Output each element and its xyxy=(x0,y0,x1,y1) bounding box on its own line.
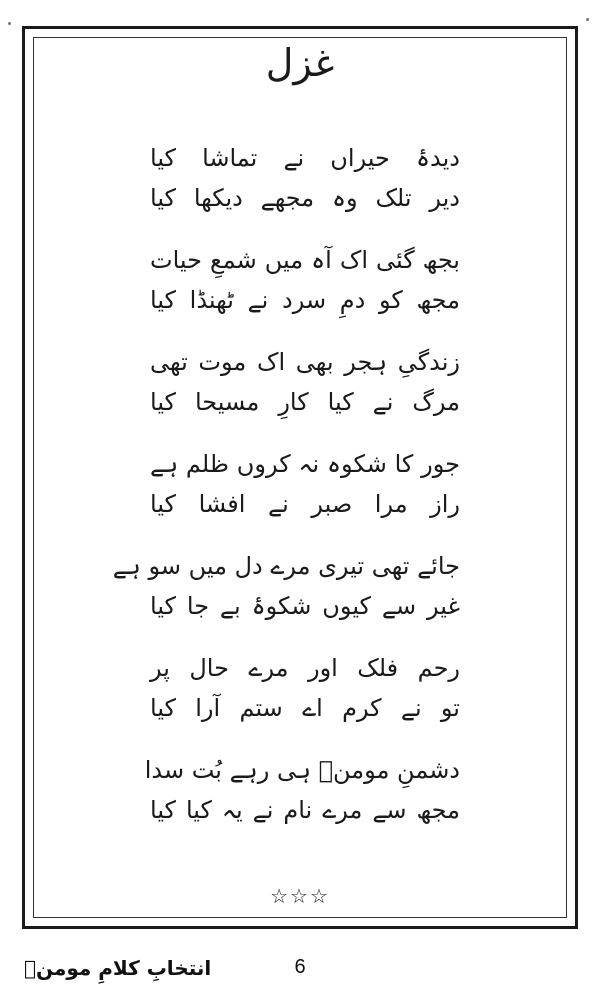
couplet xyxy=(150,138,460,240)
scan-speck xyxy=(586,18,589,21)
running-footer-title: انتخابِ کلامِ مومنؔ xyxy=(24,956,212,980)
scan-speck xyxy=(8,22,11,25)
verse-line: دشمنِ مومنؔ ہی رہے بُت سدا xyxy=(144,756,460,784)
verse-line: دیر تلک وہ مجھے دیکھا کیا xyxy=(150,184,460,212)
page-number: 6 xyxy=(294,956,306,978)
verse-line: رحم فلک اور مرے حال پر xyxy=(150,654,460,682)
verse-line: مجھ سے مرے نام نے یہ کیا کیا xyxy=(150,796,460,824)
ghazal-title: غزل xyxy=(265,41,335,85)
couplet xyxy=(150,342,460,444)
verse-line: زندگیِ ہجر بھی اک موت تھی xyxy=(150,348,460,376)
ghazal-body xyxy=(112,138,460,852)
verse-line: جور کا شکوہ نہ کروں ظلم ہے xyxy=(150,450,460,478)
couplet xyxy=(144,750,460,852)
couplet xyxy=(150,648,460,750)
couplet xyxy=(112,546,460,648)
verse-line: جائے تھی تیری مرے دل میں سو ہے xyxy=(112,552,460,580)
verse-line: راز مرا صبر نے افشا کیا xyxy=(150,490,460,518)
couplet xyxy=(150,444,460,546)
verse-line: غیر سے کیوں شکوۂ بے جا کیا xyxy=(150,592,460,620)
verse-line: تو نے کرم اے ستم آرا کیا xyxy=(150,694,460,722)
star-ornament: ☆☆☆ xyxy=(270,884,330,908)
verse-line: بجھ گئی اک آہ میں شمعِ حیات xyxy=(150,246,460,274)
verse-line: مرگ نے کیا کارِ مسیحا کیا xyxy=(150,388,460,416)
verse-line: مجھ کو دمِ سرد نے ٹھنڈا کیا xyxy=(150,286,460,314)
verse-line: دیدۂ حیراں نے تماشا کیا xyxy=(150,144,460,172)
couplet xyxy=(150,240,460,342)
